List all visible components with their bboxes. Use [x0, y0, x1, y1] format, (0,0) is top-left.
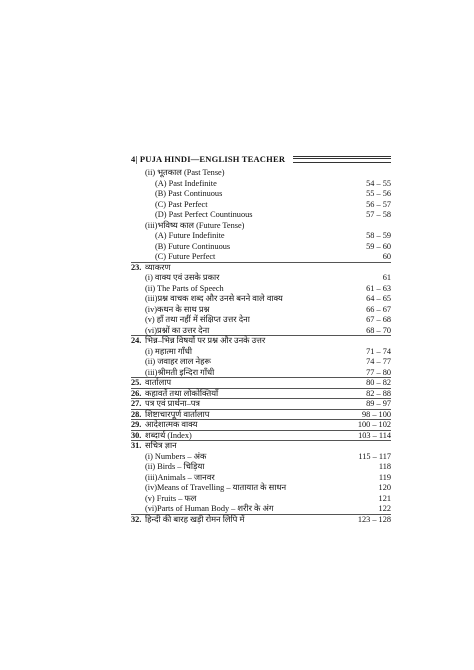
toc-entry-text: (iv)कथन के साथ प्रश्न: [145, 304, 210, 314]
toc-entry-label: [131, 399, 200, 409]
toc-entry-page: 121: [378, 493, 391, 503]
toc-entry-text: (iii)भविष्य काल (Future Tense): [145, 220, 245, 230]
toc-entry: [131, 315, 391, 326]
header-rule: [293, 156, 391, 163]
toc-entry-label: [131, 336, 265, 347]
toc-entry-text: (i) वाक्य एवं उसके प्रकार: [145, 273, 220, 282]
toc-entry: [131, 515, 391, 526]
toc-entry-number: 32.: [131, 514, 142, 524]
toc-entry: [131, 200, 391, 211]
toc-entry-label: [131, 504, 274, 514]
toc-entry-number: [131, 462, 145, 473]
toc-entry-text: (vi)Parts of Human Body – शरीर के अंग: [145, 504, 274, 513]
toc-entry-text: हिन्दी की बारह खड़ी रोमन लिपि में: [145, 514, 245, 524]
toc-entry-number: [131, 179, 145, 190]
toc-entry-label: [131, 494, 196, 505]
toc-entry-number: [131, 221, 145, 232]
toc-entry-page: 89 – 97: [366, 399, 391, 408]
toc-entry-label: [131, 378, 171, 388]
toc-entry-label: [131, 515, 244, 526]
toc-entry-page: 66 – 67: [366, 304, 391, 314]
toc-entry: [131, 252, 391, 263]
toc-entry-label: [131, 273, 220, 284]
toc-entry-page: 103 – 114: [358, 430, 391, 440]
toc-entry: [131, 389, 391, 400]
toc-entry-text: वार्तालाप: [145, 378, 172, 387]
toc-entry-label: [131, 462, 204, 473]
toc-entry-page: 80 – 82: [366, 378, 391, 387]
toc-entry: [131, 399, 391, 410]
toc-entry: [131, 420, 391, 431]
toc-entry-page: 55 – 56: [366, 189, 391, 198]
toc-entry-text: (i) महात्मा गाँधी: [145, 346, 193, 356]
toc-entry-label: [131, 357, 211, 368]
toc-entry: [131, 494, 391, 505]
toc-entry-text: (ii) Birds – चिड़िया: [145, 462, 205, 471]
toc-entry-page: 82 – 88: [366, 388, 391, 398]
toc-entry-page: 60: [382, 252, 391, 261]
toc-entry-number: [131, 357, 145, 368]
toc-entry-text: (C) Past Perfect: [155, 199, 208, 209]
toc-entry-text: (ii) The Parts of Speech: [145, 283, 224, 293]
toc-entry: [131, 410, 391, 421]
toc-entry-text: कहावतें तथा लोकोक्तियाँ: [145, 388, 219, 398]
toc-entry-text: (iv)Means of Travelling – यातायात के साधन: [145, 483, 287, 492]
toc-entry-page: 118: [378, 462, 391, 471]
toc-entry: [131, 473, 391, 484]
toc-entry-label: [131, 210, 252, 221]
toc-entry-page: 77 – 80: [366, 367, 391, 377]
toc-entry-label: [131, 284, 224, 295]
toc-entry-number: [131, 305, 145, 316]
toc-entry-page: 71 – 74: [366, 346, 391, 356]
toc-entry-number: [131, 452, 145, 463]
toc-entry-number: [131, 483, 145, 494]
toc-entry-number: [131, 315, 145, 326]
toc-entry-text: शिष्टाचारपूर्ण वार्तालाप: [145, 409, 210, 419]
toc-entry-text: (v) Fruits – फल: [145, 493, 197, 503]
toc-entry-number: [131, 347, 145, 358]
toc-entry-label: [131, 368, 214, 378]
toc-entry-number: 23.: [131, 262, 142, 272]
toc-entry-page: 100 – 102: [357, 420, 391, 429]
toc-entry: [131, 210, 391, 221]
toc-entry-page: 59 – 60: [366, 241, 391, 251]
toc-entry: [131, 504, 391, 515]
toc-entry-number: 26.: [131, 388, 142, 398]
toc-entry-page: 64 – 65: [366, 294, 391, 303]
toc-entry-text: (vi)प्रश्नों का उत्तर देना: [145, 325, 210, 335]
toc-entry: [131, 273, 391, 284]
toc-entry-label: [131, 420, 197, 430]
toc-entry-page: 68 – 70: [366, 325, 391, 335]
toc-entry-number: 25.: [131, 378, 142, 387]
toc-entry-label: [131, 452, 206, 463]
toc-entry-page: 56 – 57: [366, 199, 391, 209]
toc-entry-text: (A) Future Indefinite: [155, 231, 225, 240]
toc-entry-number: [131, 168, 145, 179]
toc-entry: [131, 242, 391, 253]
toc-entry-page: 61 – 63: [366, 283, 391, 293]
toc-entry-number: [131, 189, 145, 200]
toc-entry-number: [131, 494, 145, 505]
toc-entry-number: [131, 242, 145, 253]
toc-entry-label: [131, 252, 215, 262]
table-of-contents: [131, 168, 391, 525]
toc-entry-number: [131, 210, 145, 221]
toc-entry-label: [131, 179, 217, 190]
toc-entry-number: [131, 273, 145, 284]
toc-entry: [131, 231, 391, 242]
toc-entry-number: [131, 368, 145, 378]
toc-entry-label: [131, 389, 218, 399]
running-header: [131, 154, 391, 164]
toc-entry: [131, 336, 391, 347]
toc-entry: [131, 305, 391, 316]
toc-entry: [131, 347, 391, 358]
toc-entry-text: भिन्न–भिन्न विषयों पर प्रश्न और उनके उत्तर: [145, 336, 266, 345]
toc-entry: [131, 357, 391, 368]
toc-entry-label: [131, 168, 225, 179]
toc-entry-text: व्याकरण: [145, 262, 171, 272]
toc-entry-number: 31.: [131, 441, 142, 450]
toc-entry-label: [131, 326, 209, 336]
toc-entry-number: 28.: [131, 409, 142, 419]
toc-entry-label: [131, 483, 286, 494]
toc-entry-label: [131, 473, 215, 484]
toc-entry-text: (iii)प्रश्न वाचक शब्द और उनसे बनने वाले वाक्य: [145, 294, 283, 303]
toc-entry: [131, 179, 391, 190]
toc-entry: [131, 462, 391, 473]
toc-entry-page: 123 – 128: [357, 514, 391, 524]
toc-entry: [131, 378, 391, 389]
toc-entry: [131, 452, 391, 463]
header-title: 4| PUJA HINDI—ENGLISH TEACHER: [131, 154, 286, 164]
toc-entry: [131, 368, 391, 379]
toc-entry-text: (iii)Animals – जानवर: [145, 472, 215, 482]
toc-entry-number: 29.: [131, 420, 142, 429]
toc-entry-text: आदेशात्मक वाक्य: [145, 420, 198, 429]
toc-entry-label: [131, 200, 208, 211]
toc-entry-label: [131, 263, 171, 274]
toc-entry-text: सचित्र ज्ञान: [145, 441, 177, 450]
toc-entry-text: (iii)श्रीमती इन्दिरा गाँधी: [145, 367, 215, 377]
toc-entry-page: 74 – 77: [366, 357, 391, 366]
toc-entry-number: 30.: [131, 430, 142, 440]
toc-entry-text: (C) Future Perfect: [155, 252, 216, 261]
toc-entry-text: (v) हाँ तथा नहीं में संक्षिप्त उत्तर देना: [145, 315, 250, 324]
toc-entry-page: 122: [378, 504, 391, 513]
toc-entry-page: 61: [382, 273, 391, 282]
toc-entry: [131, 263, 391, 274]
toc-entry-label: [131, 441, 177, 452]
toc-entry: [131, 221, 391, 232]
toc-entry: [131, 189, 391, 200]
toc-entry-number: [131, 504, 145, 514]
toc-entry-page: 120: [378, 483, 391, 492]
toc-entry: [131, 441, 391, 452]
toc-entry-text: (ii) जवाहर लाल नेहरू: [145, 357, 211, 366]
toc-entry: [131, 483, 391, 494]
toc-entry: [131, 294, 391, 305]
toc-entry-page: 119: [378, 472, 391, 482]
toc-entry-page: 54 – 55: [366, 178, 391, 188]
toc-entry-label: [131, 294, 283, 305]
toc-entry: [131, 431, 391, 442]
toc-entry-text: (B) Future Continuous: [155, 241, 231, 251]
toc-entry-page: 98 – 100: [361, 409, 391, 419]
toc-entry-number: [131, 294, 145, 305]
toc-entry-label: [131, 221, 244, 232]
toc-entry-text: (i) Numbers – अंक: [145, 451, 207, 461]
toc-entry-number: 27.: [131, 399, 142, 408]
toc-entry: [131, 284, 391, 295]
toc-entry-text: शब्दार्थ (Index): [145, 430, 192, 440]
toc-entry-label: [131, 410, 210, 420]
toc-entry-page: 57 – 58: [366, 210, 391, 219]
toc-entry-label: [131, 347, 192, 358]
toc-entry-label: [131, 231, 225, 242]
toc-entry-page: 67 – 68: [366, 315, 391, 324]
toc-entry-text: (ii) भूतकाल (Past Tense): [145, 168, 225, 177]
toc-entry-number: [131, 231, 145, 242]
toc-entry-number: [131, 200, 145, 211]
toc-entry-label: [131, 242, 230, 253]
toc-entry-text: (B) Past Continuous: [155, 189, 223, 198]
toc-entry: [131, 326, 391, 337]
toc-entry-label: [131, 315, 250, 326]
toc-entry-number: [131, 326, 145, 336]
toc-entry-page: 58 – 59: [366, 231, 391, 240]
toc-entry-number: [131, 284, 145, 295]
toc-entry-text: (D) Past Perfect Countinuous: [155, 210, 253, 219]
toc-entry: [131, 168, 391, 179]
toc-entry-label: [131, 305, 210, 316]
toc-entry-number: [131, 252, 145, 262]
toc-entry-number: 24.: [131, 336, 142, 345]
toc-entry-label: [131, 189, 222, 200]
toc-entry-text: पत्र एवं प्रार्थना–पत्र: [145, 399, 201, 408]
toc-entry-label: [131, 431, 192, 441]
toc-entry-text: (A) Past Indefinite: [155, 178, 217, 188]
toc-entry-page: 115 – 117: [358, 451, 391, 461]
toc-entry-number: [131, 473, 145, 484]
